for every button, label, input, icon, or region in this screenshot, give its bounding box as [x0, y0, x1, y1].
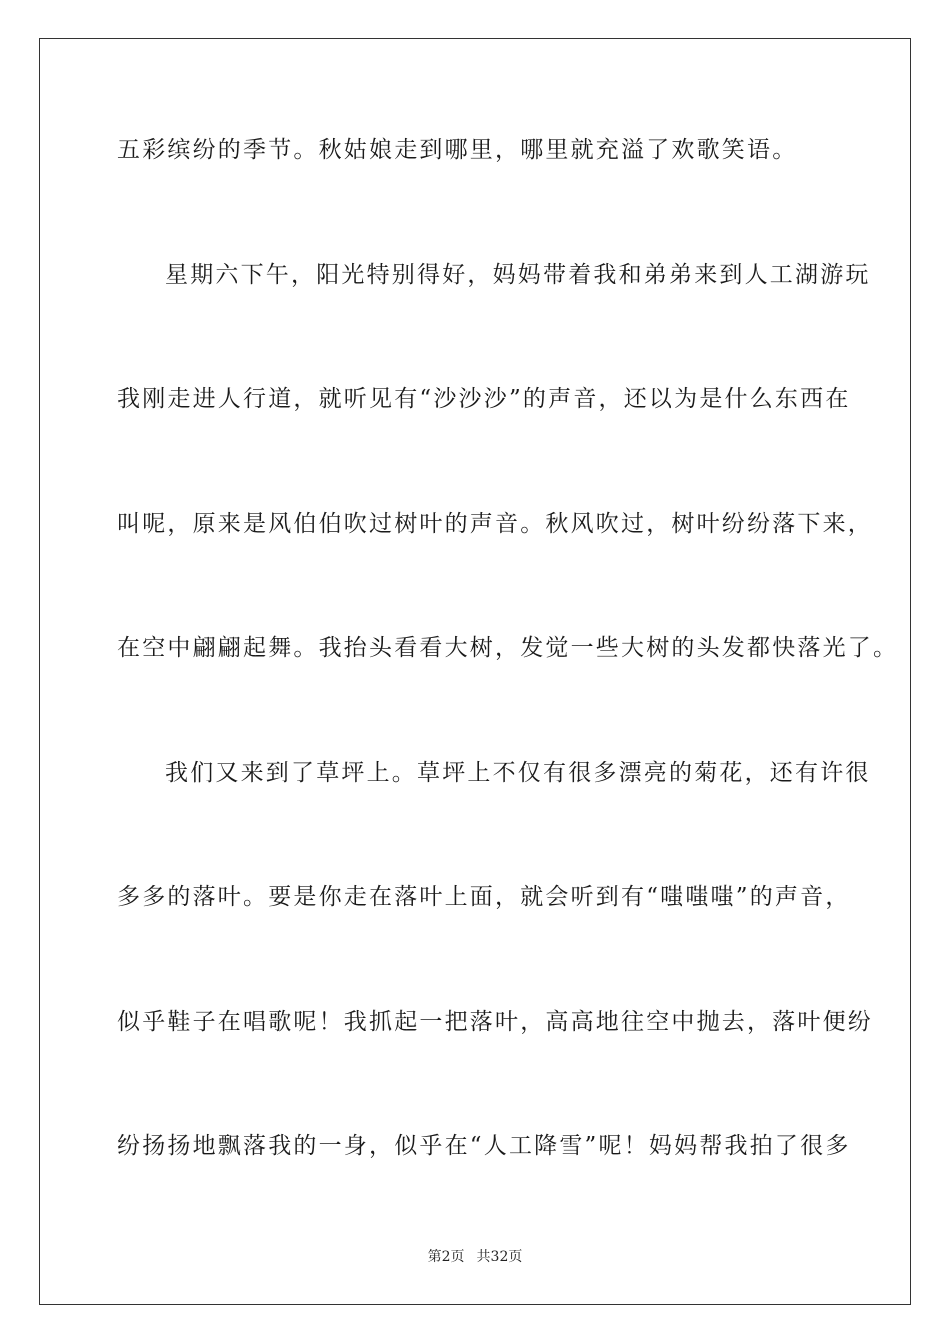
- text-line: 星期六下午，阳光特别得好，妈妈带着我和弟弟来到人工湖游玩: [165, 262, 871, 288]
- text-line: 我刚走进人行道，就听见有“沙沙沙”的声音，还以为是什么东西在: [117, 386, 851, 412]
- text-line: 我们又来到了草坪上。草坪上不仅有很多漂亮的菊花，还有许很: [165, 760, 871, 786]
- page-total: 共32页: [476, 1249, 523, 1265]
- page-footer: [0, 1246, 950, 1266]
- text-line: 多多的落叶。要是你走在落叶上面，就会听到有“嗤嗤嗤”的声音，: [117, 884, 851, 910]
- text-line: 似乎鞋子在唱歌呢！我抓起一把落叶，高高地往空中抛去，落叶便纷: [117, 1009, 873, 1035]
- text-line: 纷扬扬地飘落我的一身，似乎在“人工降雪”呢！妈妈帮我拍了很多: [117, 1133, 851, 1159]
- text-line: 在空中翩翩起舞。我抬头看看大树，发觉一些大树的头发都快落光了。: [117, 635, 899, 661]
- text-line: 叫呢，原来是风伯伯吹过树叶的声音。秋风吹过，树叶纷纷落下来，: [117, 511, 873, 537]
- page-number: 第2页: [427, 1249, 465, 1265]
- page-border: [39, 38, 911, 1305]
- text-line: 五彩缤纷的季节。秋姑娘走到哪里，哪里就充溢了欢歌笑语。: [117, 137, 798, 163]
